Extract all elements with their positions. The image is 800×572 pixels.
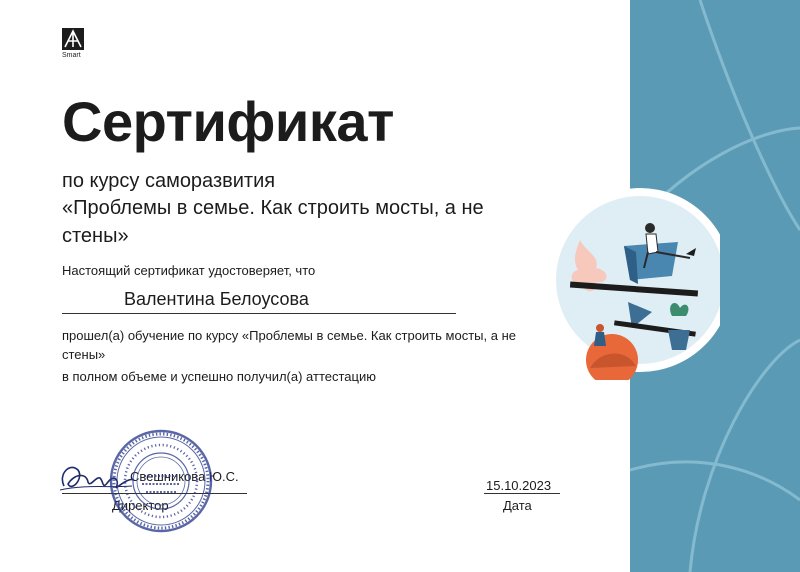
completion-text: прошел(а) обучение по курсу «Проблемы в семье. Как строить мосты, а не стены» [62, 328, 516, 362]
signatory-name: Свешникова Ю.С. [130, 469, 239, 484]
certifies-text: Настоящий сертификат удостоверяет, что [62, 263, 316, 278]
attestation-text: в полном объеме и успешно получил(а) аттестацию [62, 369, 376, 384]
date-value: 15.10.2023 [486, 478, 552, 493]
logo [62, 28, 86, 59]
date-line [484, 493, 560, 494]
certificate-title: Сертификат [62, 90, 394, 153]
signatory-position: Директор [112, 498, 169, 513]
round-stamp [108, 428, 214, 534]
smart-logo-icon [62, 28, 84, 50]
logo-text: Smart [62, 52, 81, 59]
name-underline [62, 313, 456, 314]
course-intro: по курсу саморазвития [62, 170, 276, 192]
recipient-name: Валентина Белоусова [124, 289, 309, 309]
course-illustration [540, 180, 720, 380]
date-label: Дата [503, 498, 532, 513]
course-name: «Проблемы в семье. Как строить мосты, а не стены» [62, 197, 484, 247]
